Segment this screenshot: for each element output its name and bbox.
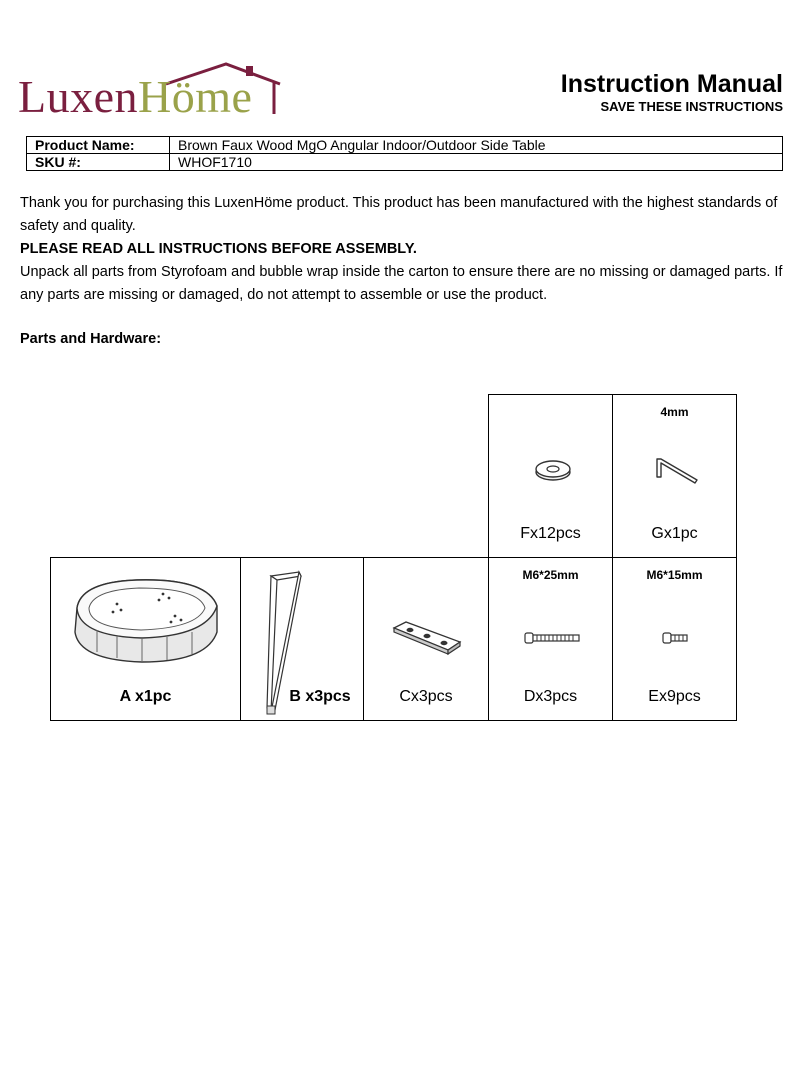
warning-paragraph: PLEASE READ ALL INSTRUCTIONS BEFORE ASSEMBLY.: [20, 241, 417, 257]
brand-wordmark: [18, 71, 253, 122]
brand-logo: [18, 60, 288, 122]
washer-icon: [533, 459, 573, 483]
allen-key-icon: [651, 453, 701, 487]
part-cell-f: [488, 394, 613, 558]
part-b-label: B x3pcs: [289, 688, 351, 705]
sku-value: WHOF1710: [170, 154, 783, 171]
part-g-label: Gx1pc: [651, 525, 698, 542]
long-bolt-icon: [523, 630, 583, 646]
part-cell-b: [240, 557, 364, 721]
part-e-label: Ex9pcs: [648, 688, 701, 705]
page-title: Instruction Manual: [560, 70, 783, 98]
product-name-value: Brown Faux Wood MgO Angular Indoor/Outdoor Side Table: [170, 137, 783, 154]
part-cell-g: [612, 394, 737, 558]
table-row: [27, 154, 783, 171]
part-cell-c: [363, 557, 489, 721]
part-d-label: Dx3pcs: [523, 688, 578, 705]
part-cell-e: [612, 557, 737, 721]
product-info-table: [26, 136, 783, 171]
part-cell-d: [488, 557, 613, 721]
sku-label: SKU #:: [27, 154, 170, 171]
table-row: [27, 137, 783, 154]
parts-heading: Parts and Hardware:: [20, 331, 162, 347]
short-bolt-icon: [661, 630, 691, 646]
brand-name-part2: Höme: [138, 71, 253, 122]
tabletop-icon: [67, 570, 227, 670]
part-g-spec: 4mm: [660, 405, 689, 419]
part-a-label: A x1pc: [119, 688, 172, 705]
brand-name-part1: Luxen: [18, 71, 139, 122]
page-subtitle: SAVE THESE INSTRUCTIONS: [600, 99, 783, 114]
product-name-label: Product Name:: [27, 137, 170, 154]
part-d-spec: M6*25mm: [522, 568, 579, 582]
part-c-label: Cx3pcs: [399, 688, 453, 705]
part-e-spec: M6*15mm: [646, 568, 703, 582]
intro-paragraph: Thank you for purchasing this LuxenHöme product. This product has been manufactured with the highest standards of safety and quality.: [20, 195, 778, 234]
unpack-paragraph: Unpack all parts from Styrofoam and bubble wrap inside the carton to ensure there are no missing or damaged parts. If any parts are missing or damaged, do not attempt to assemble or use the product.: [20, 264, 783, 303]
part-cell-a: [50, 557, 241, 721]
connector-plate-icon: [390, 618, 464, 658]
part-f-label: Fx12pcs: [520, 525, 581, 542]
